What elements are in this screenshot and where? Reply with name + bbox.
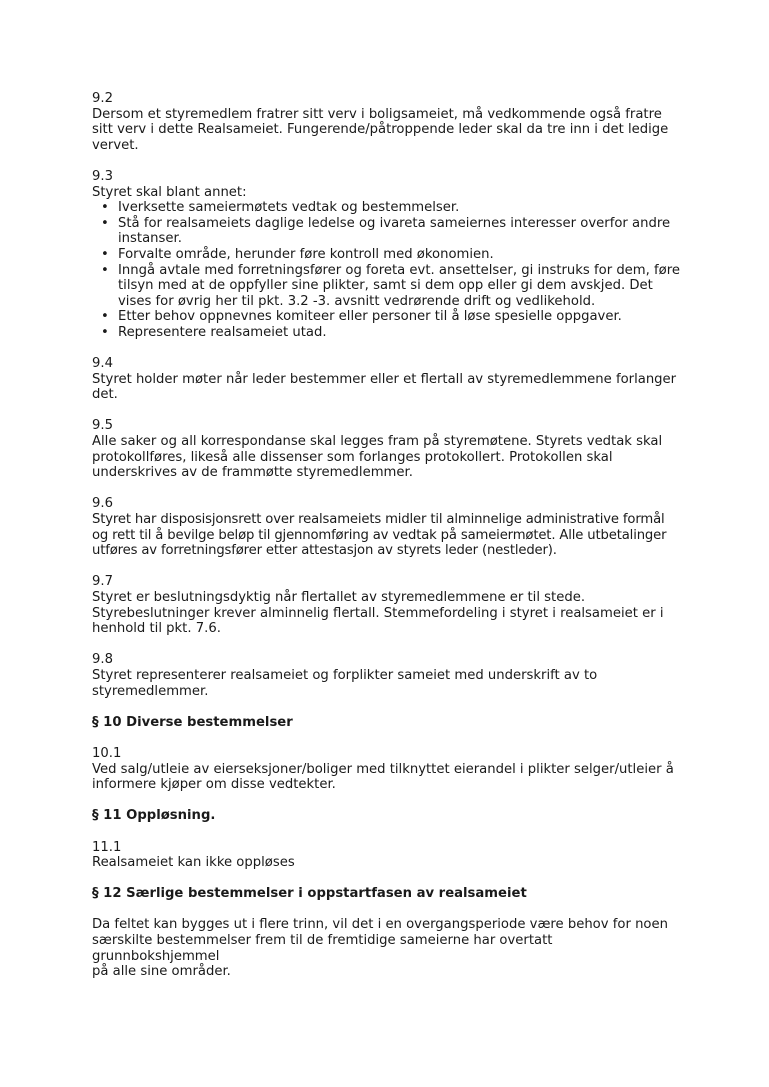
section-number: 9.8 bbox=[92, 652, 113, 668]
section-text bbox=[92, 372, 682, 403]
section-9-6 bbox=[92, 496, 682, 558]
list-item bbox=[92, 309, 682, 325]
section-text bbox=[92, 512, 682, 559]
text-line: vises for øvrig her til pkt. 3.2 -3. avsnitt vedrørende drift og vedlikehold. bbox=[118, 293, 596, 309]
section-number: 9.4 bbox=[92, 356, 113, 372]
list-item bbox=[92, 200, 682, 216]
text-line: Inngå avtale med forretningsfører og foreta evt. ansettelser, gi instruks for dem, føre bbox=[118, 262, 680, 278]
section-9-3 bbox=[92, 169, 682, 341]
section-9-8 bbox=[92, 652, 682, 699]
section-number: 9.2 bbox=[92, 91, 113, 106]
section-heading-11: § 11 Oppløsning. bbox=[92, 808, 216, 824]
section-text bbox=[92, 668, 682, 699]
list-item bbox=[92, 263, 682, 310]
section-intro: Styret skal blant annet: bbox=[92, 184, 247, 200]
text-line: Etter behov oppnevnes komiteer eller personer til å løse spesielle oppgaver. bbox=[118, 309, 622, 325]
text-line: styremedlemmer. bbox=[92, 683, 209, 699]
list-item bbox=[92, 247, 682, 263]
list-item bbox=[92, 325, 682, 341]
section-9-4 bbox=[92, 356, 682, 403]
text-line: henhold til pkt. 7.6. bbox=[92, 621, 221, 637]
section-number: 10.1 bbox=[92, 745, 122, 761]
duties-list bbox=[92, 200, 682, 340]
section-12-intro bbox=[92, 917, 682, 979]
document-page bbox=[92, 91, 682, 995]
section-9-2 bbox=[92, 91, 682, 153]
text-line: Dersom et styremedlem fratrer sitt verv i boligsameiet, må vedkommende også fratre bbox=[92, 106, 662, 122]
text-line: underskrives av de frammøtte styremedlemmer. bbox=[92, 465, 413, 481]
text-line: tilsyn med at de oppfyller sine plikter, samt si dem opp eller gi dem avskjed. Det bbox=[118, 278, 653, 294]
section-number: 11.1 bbox=[92, 839, 122, 855]
text-line: Styret representerer realsameiet og forplikter sameiet med underskrift av to bbox=[92, 667, 598, 683]
text-line: og rett til å bevilge beløp til gjennomføring av vedtak på sameiermøtet. Alle utbetalinger bbox=[92, 527, 667, 543]
text-line: Alle saker og all korrespondanse skal legges fram på styremøtene. Styrets vedtak skal bbox=[92, 434, 663, 450]
text-line: Styret holder møter når leder bestemmer eller et flertall av styremedlemmene forlanger bbox=[92, 371, 677, 387]
section-9-5 bbox=[92, 418, 682, 480]
text-line: Da feltet kan bygges ut i flere trinn, vil det i en overgangsperiode være behov for noen bbox=[92, 917, 668, 933]
bullet-icon: • bbox=[101, 246, 109, 262]
text-line: særskilte bestemmelser frem til de fremtidige sameierne har overtatt grunnbokshjemmel bbox=[92, 933, 553, 964]
section-text bbox=[92, 434, 682, 481]
text-line: informere kjøper om disse vedtekter. bbox=[92, 777, 336, 793]
bullet-icon: • bbox=[101, 262, 109, 278]
section-text bbox=[92, 855, 682, 871]
section-number: 9.7 bbox=[92, 574, 113, 590]
text-line: Styrebeslutninger krever alminnelig flertall. Stemmefordeling i styret i realsameiet er i bbox=[92, 605, 664, 621]
section-11-1 bbox=[92, 840, 682, 871]
text-line: Forvalte område, herunder føre kontroll med økonomien. bbox=[118, 246, 494, 262]
section-heading-12: § 12 Særlige bestemmelser i oppstartfasen av realsameiet bbox=[92, 886, 527, 902]
section-10-1 bbox=[92, 746, 682, 793]
bullet-icon: • bbox=[101, 324, 109, 340]
section-number: 9.3 bbox=[92, 168, 113, 184]
text-line: instanser. bbox=[118, 231, 182, 247]
text-line: det. bbox=[92, 387, 118, 403]
text-line: Representere realsameiet utad. bbox=[118, 324, 327, 340]
section-number: 9.5 bbox=[92, 418, 113, 434]
section-text bbox=[92, 762, 682, 793]
bullet-icon: • bbox=[101, 215, 109, 231]
text-line: Styret har disposisjonsrett over realsameiets midler til alminnelige administrative formål bbox=[92, 512, 665, 528]
section-text bbox=[92, 107, 682, 154]
text-line: Realsameiet kan ikke oppløses bbox=[92, 855, 295, 871]
text-line: Styret er beslutningsdyktig når flertallet av styremedlemmene er til stede. bbox=[92, 590, 586, 605]
bullet-icon: • bbox=[101, 200, 109, 216]
text-line: Stå for realsameiets daglige ledelse og ivareta sameiernes interesser overfor andre bbox=[118, 215, 671, 231]
text-line: protokollføres, likeså alle dissenser som forlanges protokollert. Protokollen skal bbox=[92, 449, 613, 465]
section-9-7 bbox=[92, 574, 682, 636]
section-number: 9.6 bbox=[92, 496, 113, 512]
section-heading-10: § 10 Diverse bestemmelser bbox=[92, 714, 293, 730]
text-line: utføres av forretningsfører etter attestasjon av styrets leder (nestleder). bbox=[92, 543, 557, 559]
text-line: sitt verv i dette Realsameiet. Fungerende/påtroppende leder skal da tre inn i det ledige bbox=[92, 122, 669, 138]
list-item bbox=[92, 216, 682, 247]
section-text bbox=[92, 590, 682, 637]
text-line: på alle sine områder. bbox=[92, 964, 231, 980]
section-text bbox=[92, 917, 682, 979]
text-line: Ved salg/utleie av eierseksjoner/boliger med tilknyttet eierandel i plikter selger/utleier å bbox=[92, 761, 674, 777]
text-line: vervet. bbox=[92, 137, 139, 153]
text-line: Iverksette sameiermøtets vedtak og bestemmelser. bbox=[118, 200, 460, 216]
bullet-icon: • bbox=[101, 309, 109, 325]
